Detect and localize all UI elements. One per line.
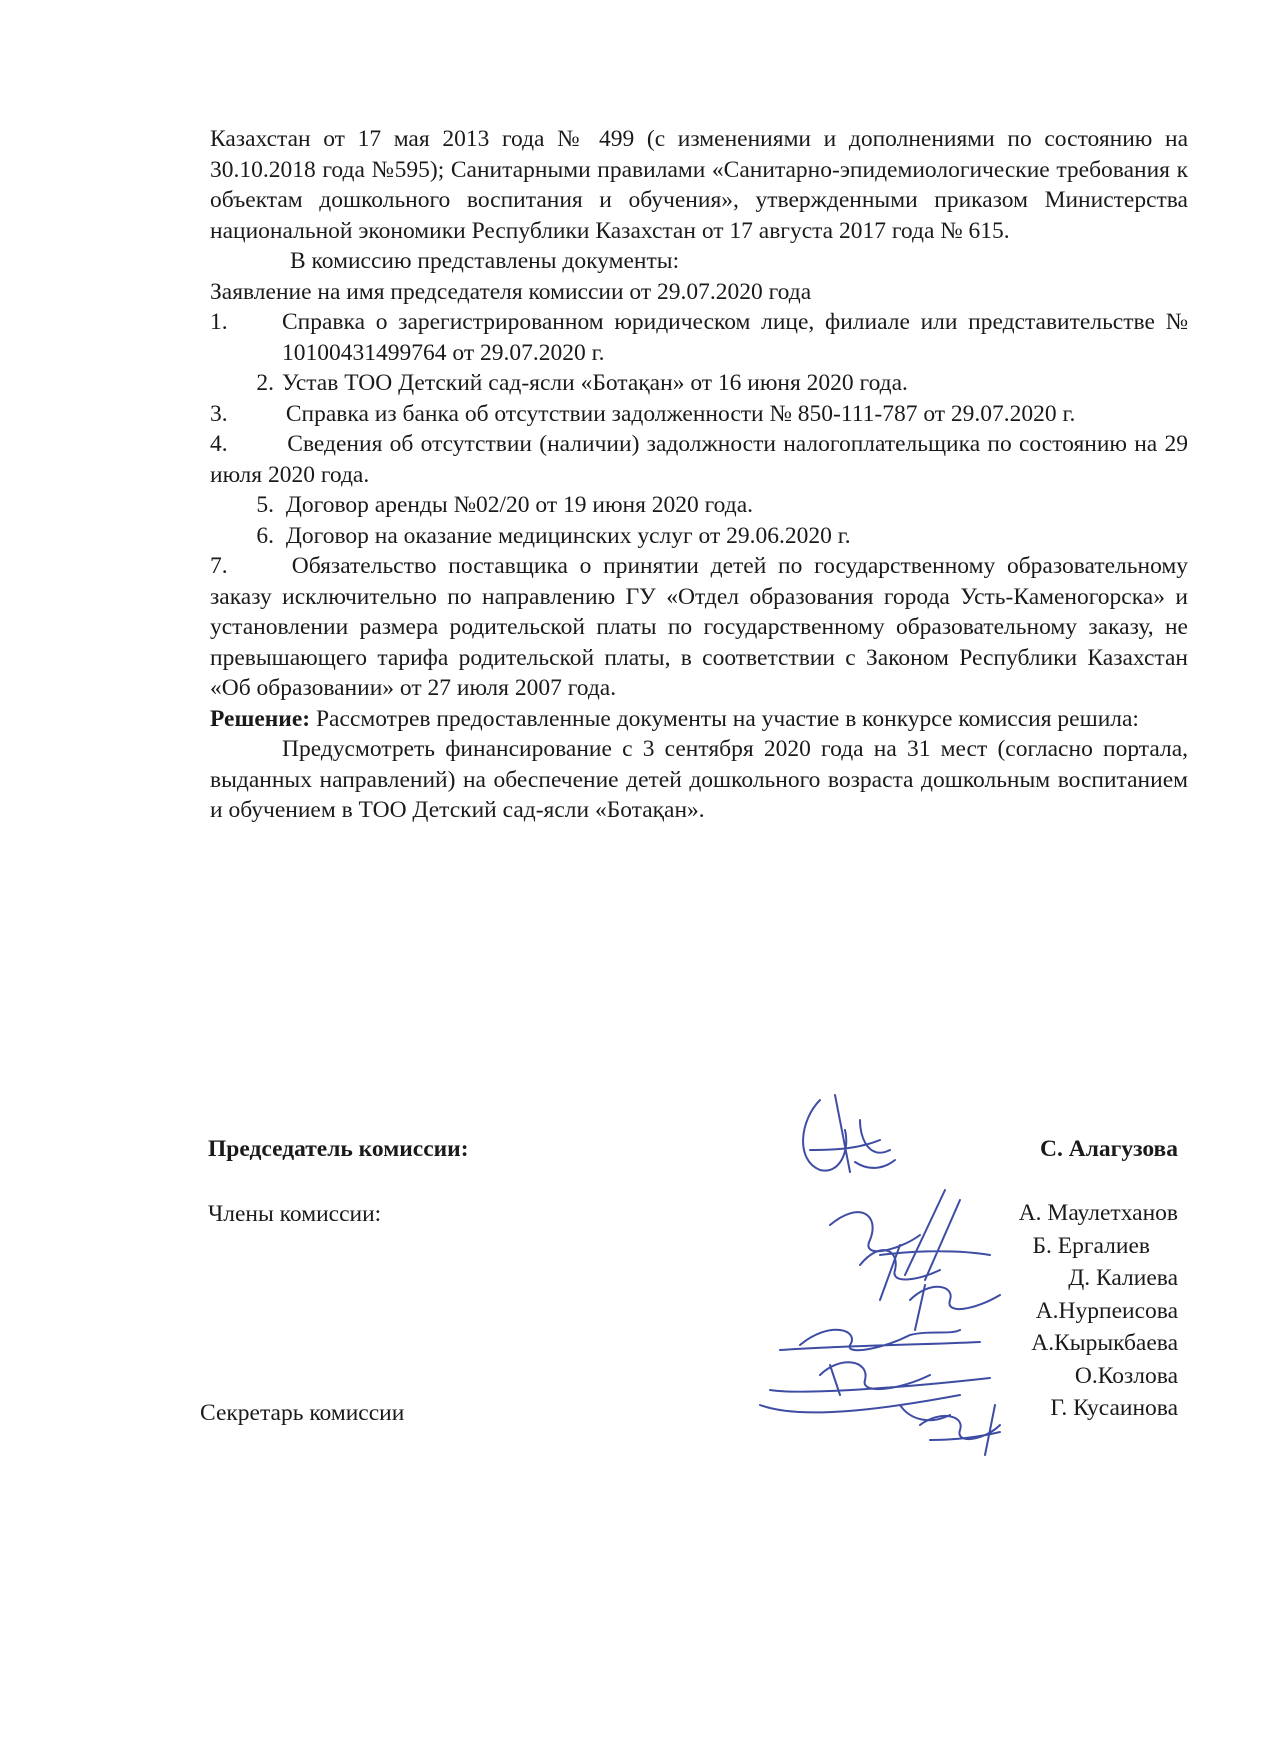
documents-intro: В комиссию представлены документы:: [290, 248, 680, 274]
list-item: 3. Справка из банка об отсутствии задолженности № 850-111-787 от 29.07.2020 г.: [210, 400, 1076, 427]
member-signature: [760, 1395, 960, 1420]
secretary-label: Секретарь комиссии: [200, 1400, 405, 1426]
chair-signature: [803, 1095, 895, 1172]
member-signature: [910, 1285, 1000, 1330]
application-line: Заявление на имя председателя комиссии от 29.07.2020 года: [210, 278, 812, 305]
member-signature: [830, 1190, 990, 1280]
list-item: 4. Сведения об отсутствии (наличии) задолжности налогоплательщика по состоянию на 29 июля 2020 года.: [210, 431, 1189, 488]
member-name: А.Нурпеисова: [1035, 1297, 1178, 1324]
list-item: 1. Справка о зарегистрированном юридическом лице, филиале или представительстве № 10100431499764 от 29.07.2020 г.: [210, 309, 1188, 366]
members-list: [1019, 1197, 1178, 1425]
member-signature: [780, 1330, 980, 1350]
documents-list: [210, 307, 1188, 704]
list-item: 5. Договор аренды №02/20 от 19 июня 2020 года.: [256, 492, 754, 518]
document-body: [210, 124, 1188, 826]
member-name: Г. Кусаинова: [1050, 1395, 1178, 1421]
chair-label: Председатель комиссии:: [208, 1136, 469, 1162]
list-item: 2. Устав ТОО Детский сад-ясли «Ботақан» от 16 июня 2020 года.: [256, 370, 908, 396]
member-name: Б. Ергалиев: [1032, 1232, 1150, 1259]
member-signature: [860, 1245, 940, 1300]
member-name: А.Кырыкбаева: [1031, 1330, 1178, 1356]
member-name: А. Маулетханов: [1018, 1200, 1178, 1226]
list-item: 6. Договор на оказание медицинских услуг от 29.06.2020 г.: [256, 522, 851, 549]
member-name: О.Козлова: [1074, 1362, 1178, 1389]
chair-name: С. Алагузова: [1040, 1136, 1178, 1162]
decision-paragraph: Решение: Рассмотрев предоставленные документы на участие в конкурсе комиссия решила:: [210, 705, 1139, 732]
decision-label: Решение:: [210, 705, 311, 732]
list-item: 7. Обязательство поставщика о принятии детей по государственному образовательному заказу исключительно по направлению ГУ «Отдел образования города Усть-Каменогорска» и установлении размера родительской платы по государственному образовательному заказу, не превышающего тарифа родительской платы, в соответствии с Законом Республики Казахстан «Об образовании» от 27 июля 2007 года.: [210, 553, 1188, 701]
member-signature: [920, 1405, 1000, 1455]
member-signature: [770, 1362, 990, 1395]
intro-paragraph: Казахстан от 17 мая 2013 года № 499 (с изменениями и дополнениями по состоянию на 30.10.2018 года №595); Санитарными правилами «Санитарно-эпидемиологические требования к объектам дошкольного воспитания и обучения», утвержденными приказом Министерства национальной экономики Республики Казахстан от 17 августа 2017 года № 615.: [210, 126, 1188, 244]
members-label: Члены комиссии:: [208, 1201, 382, 1227]
resolution-paragraph: Предусмотреть финансирование с 3 сентября 2020 года на 31 мест (согласно портала, выданных направлений) на обеспечение детей дошкольного возраста дошкольным воспитанием и обучением в ТОО Детский сад-ясли «Ботақан».: [210, 736, 1188, 823]
member-name: Д. Калиева: [1068, 1265, 1178, 1291]
